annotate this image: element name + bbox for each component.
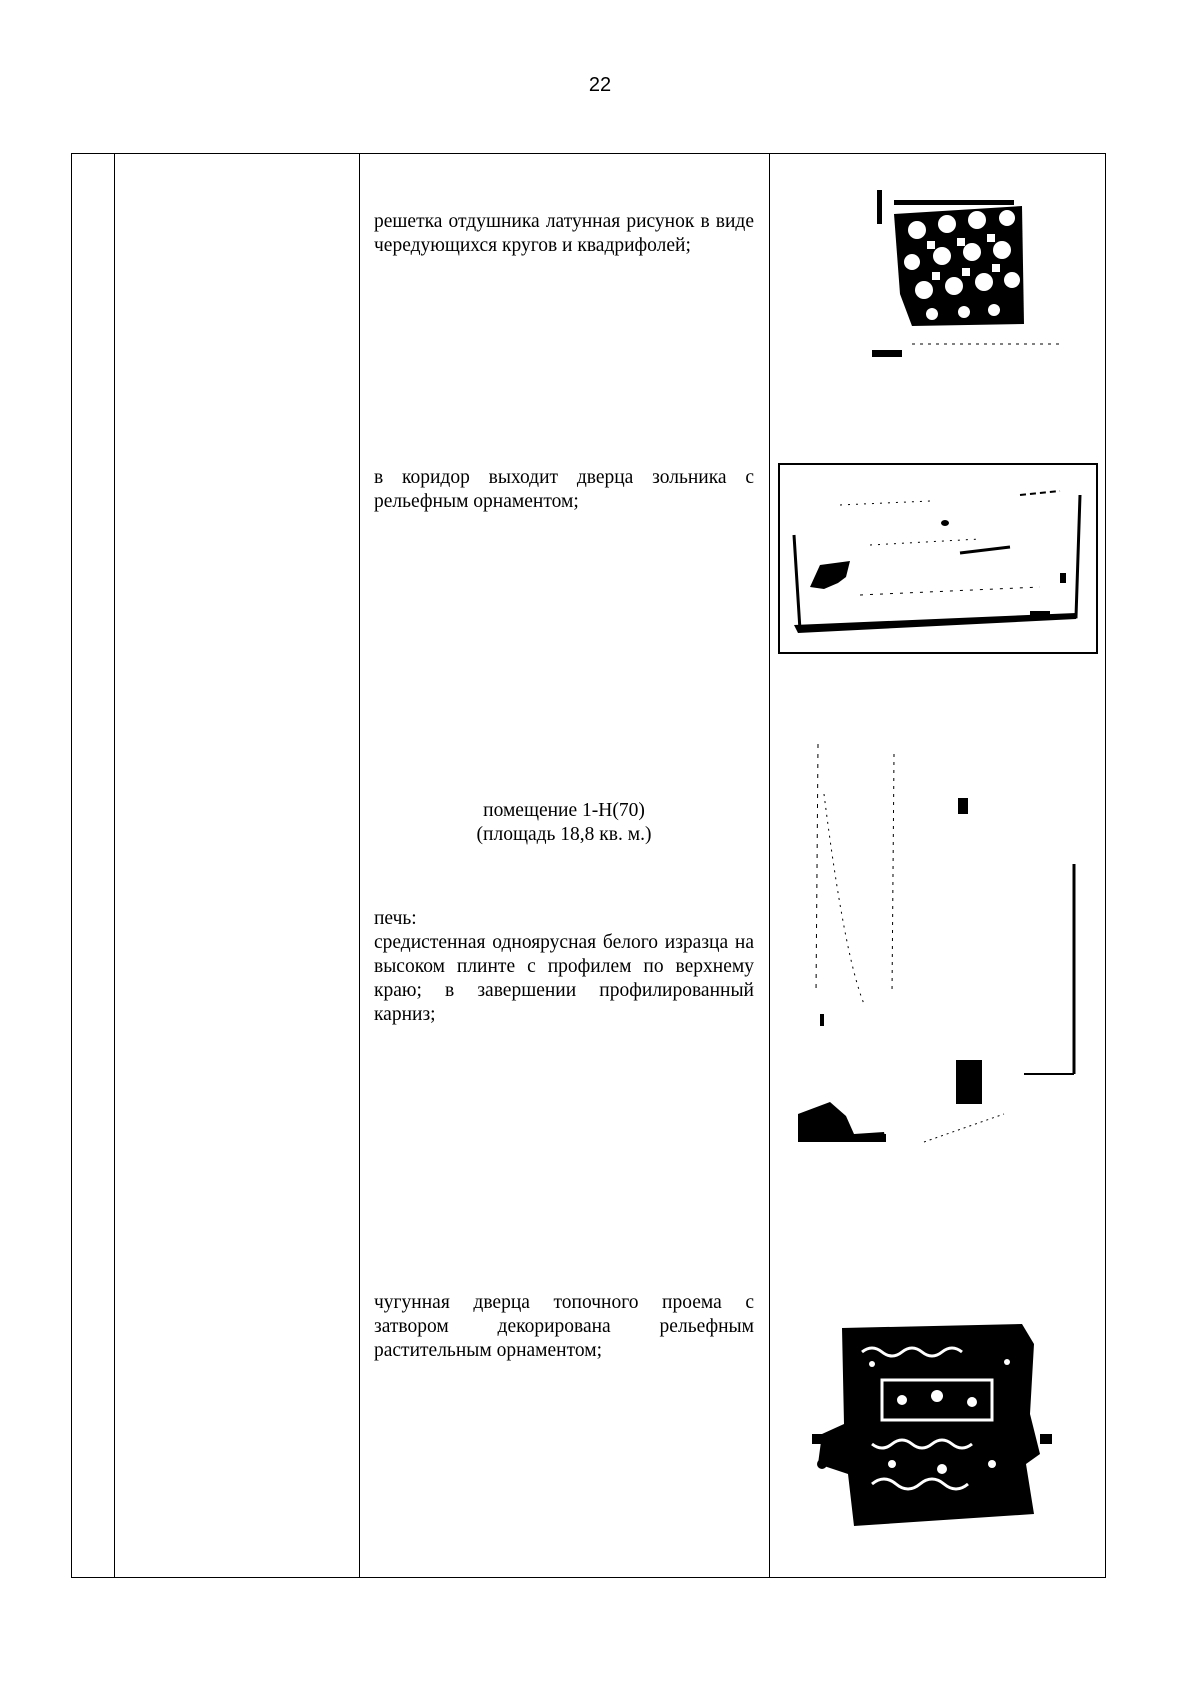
column-divider-2 [359, 154, 360, 1577]
stove-photo [784, 714, 1084, 1144]
vent-grille-photo [872, 184, 1072, 374]
page-number: 22 [588, 74, 612, 96]
column-divider-3 [769, 154, 770, 1577]
room-heading-area: (площадь 18,8 кв. м.) [476, 824, 652, 845]
room-heading [374, 799, 754, 847]
column-divider-1 [114, 154, 115, 1577]
row-1-description: решетка отдушника латунная рисунок в виде чередующихся кругов и квадрифолей; [374, 211, 754, 256]
stove-description: средистенная одноярусная белого изразца на высоком плинте с профилем по верхнему краю; в завершении профилированный карниз; [374, 932, 754, 1025]
row-2-description: в коридор выходит дверца зольника с рельефным орнаментом; [374, 467, 754, 512]
row-4-description [374, 907, 754, 1027]
room-heading-name: помещение 1-Н(70) [483, 800, 645, 821]
object-table [71, 153, 1106, 1578]
ash-door-photo [778, 463, 1098, 654]
row-5-description: чугунная дверца топочного проема с затвором декорирована рельефным растительным орнаментом; [374, 1292, 754, 1361]
stove-label: печь: [374, 908, 417, 929]
firebox-door-photo [812, 1304, 1062, 1549]
